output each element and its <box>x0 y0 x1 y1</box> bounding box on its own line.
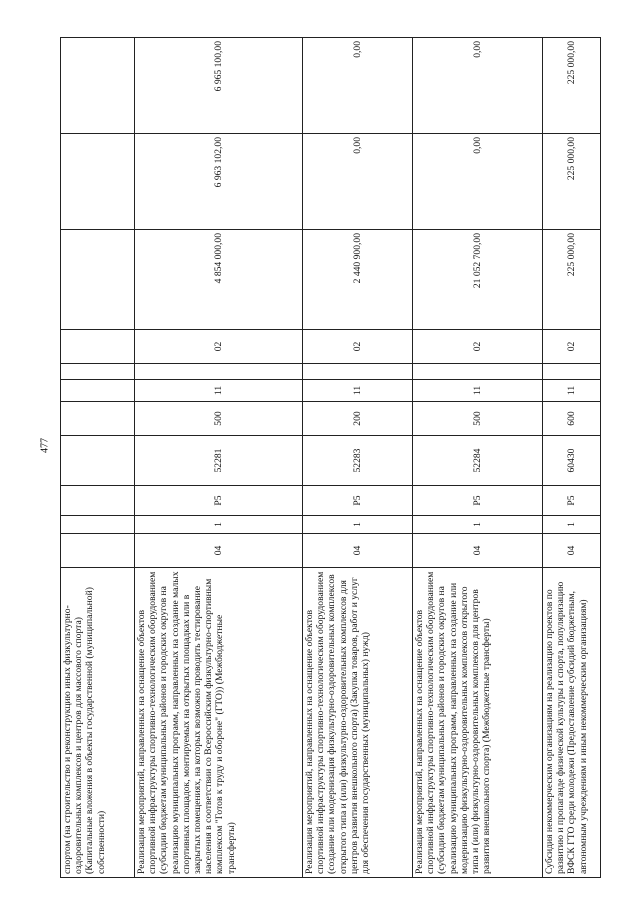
code-cell-section: 04 <box>303 534 413 568</box>
code-cell-subsection: 02 <box>135 330 303 364</box>
code-cell-section: 04 <box>413 534 543 568</box>
code-cell-subsection: 02 <box>543 330 601 364</box>
amount-cell-year2: 0,00 <box>413 134 543 230</box>
code-cell-project: P5 <box>413 486 543 516</box>
code-cell-subsection: 02 <box>413 330 543 364</box>
code-cell-program: 1 <box>413 516 543 534</box>
code-cell-direction <box>61 436 135 486</box>
row-name-cell: Субсидия некоммерческим организациям на реализацию проектов по развитию и пропаганде физической культуры и спорта, популяризацию ВФСК ГТО среди молодежи (Предоставление субсидий бюджетным, автономным учреждениям и иным некоммерческим организациям) <box>543 568 601 878</box>
amount-cell-year3: 225 000,00 <box>543 38 601 134</box>
amount-cell-year1: 2 440 900,00 <box>303 230 413 330</box>
code-cell-project: P5 <box>303 486 413 516</box>
code-cell-program: 1 <box>135 516 303 534</box>
code-cell-empty <box>303 364 413 380</box>
row-name-cell: спортом (на строительство и реконструкцию иных физкультурно-оздоровительных комплексов и центров для массового спорта) (Капитальные вложения в объекты государственной (муниципальной) собственности) <box>61 568 135 878</box>
table-row <box>543 38 601 878</box>
code-cell-expense-type: 500 <box>135 402 303 436</box>
amount-cell-year2: 0,00 <box>303 134 413 230</box>
page-number: 477 <box>39 438 51 453</box>
amount-cell-year3: 0,00 <box>413 38 543 134</box>
code-cell-subsection: 02 <box>303 330 413 364</box>
code-cell-section: 04 <box>543 534 601 568</box>
amount-cell-year1: 225 000,00 <box>543 230 601 330</box>
amount-cell-year1 <box>61 230 135 330</box>
budget-table <box>60 37 601 878</box>
amount-cell-year3: 6 965 100,00 <box>135 38 303 134</box>
row-name-cell: Реализация мероприятий, направленных на оснащение объектов спортивной инфраструктуры спортивно-технологическим оборудованием (создание или модернизация физкультурно-оздоровительных комплексов открытого типа и (или) физкультурно-оздоровительных комплексов для центров развития внешкольного спорта) (Закупка товаров, работ и услуг для обеспечения государственных (муниципальных) нужд) <box>303 568 413 878</box>
code-cell-program: 1 <box>543 516 601 534</box>
amount-cell-year2: 6 963 102,00 <box>135 134 303 230</box>
code-cell-empty <box>413 364 543 380</box>
code-cell-project <box>61 486 135 516</box>
amount-cell-year1: 4 854 000,00 <box>135 230 303 330</box>
table-row <box>413 38 543 878</box>
code-cell-program: 1 <box>303 516 413 534</box>
code-cell-direction: 52281 <box>135 436 303 486</box>
row-name-cell: Реализация мероприятий, направленных на оснащение объектов спортивной инфраструктуры спортивно-технологическим оборудованием (субсидии бюджетам муниципальных районов и городских округов на реализацию муниципальных программ, направленных на создание или модернизацию физкультурно-оздоровительных комплексов открытого типа и (или) физкультурно-оздоровительных комплексов для центров развития внешкольного спорта) (Межбюджетные трансферты) <box>413 568 543 878</box>
amount-cell-year1: 21 052 700,00 <box>413 230 543 330</box>
amount-cell-year3 <box>61 38 135 134</box>
code-cell-chapter: 11 <box>543 380 601 402</box>
code-cell-section <box>61 534 135 568</box>
table-row <box>303 38 413 878</box>
code-cell-program <box>61 516 135 534</box>
row-name-cell: Реализация мероприятий, направленных на оснащение объектов спортивной инфраструктуры спортивно-технологическим оборудованием (субсидии бюджетам муниципальных районов и городских округов на реализацию муниципальных программ, направленных на создание малых спортивных площадок, монтируемых на открытых площадках или в закрытых помещениях, на которых возможно проводить тестирование населения в соответствии со Всероссийским физкультурно-спортивным комплексом "Готов к труду и обороне" (ГТО)) (Межбюджетные трансферты) <box>135 568 303 878</box>
code-cell-chapter: 11 <box>135 380 303 402</box>
code-cell-expense-type: 200 <box>303 402 413 436</box>
code-cell-project: P5 <box>543 486 601 516</box>
code-cell-section: 04 <box>135 534 303 568</box>
code-cell-subsection <box>61 330 135 364</box>
code-cell-chapter: 11 <box>303 380 413 402</box>
code-cell-direction: 60430 <box>543 436 601 486</box>
code-cell-chapter <box>61 380 135 402</box>
code-cell-empty <box>135 364 303 380</box>
code-cell-expense-type: 500 <box>413 402 543 436</box>
rotated-budget-table <box>60 38 600 878</box>
amount-cell-year3: 0,00 <box>303 38 413 134</box>
code-cell-chapter: 11 <box>413 380 543 402</box>
code-cell-empty <box>61 364 135 380</box>
table-row <box>135 38 303 878</box>
amount-cell-year2: 225 000,00 <box>543 134 601 230</box>
code-cell-project: P5 <box>135 486 303 516</box>
code-cell-expense-type <box>61 402 135 436</box>
table-row <box>61 38 135 878</box>
code-cell-direction: 52284 <box>413 436 543 486</box>
code-cell-direction: 52283 <box>303 436 413 486</box>
code-cell-empty <box>543 364 601 380</box>
amount-cell-year2 <box>61 134 135 230</box>
code-cell-expense-type: 600 <box>543 402 601 436</box>
